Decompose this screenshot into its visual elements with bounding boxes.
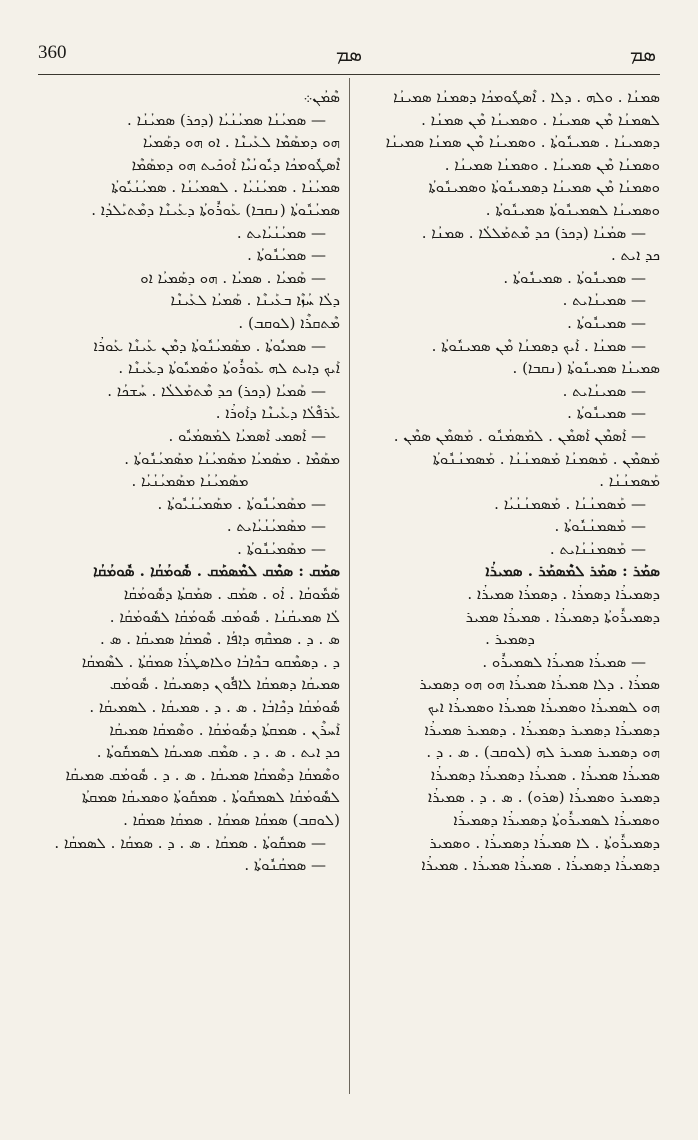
text-line: ܡܣܰܡܶܐ . ܡܣܰܡܝܳܐ ܡܣܰܡܝܳܢܳܐ ܡܣܰܡܝܳܢܽܘܬܳܐ . xyxy=(124,449,340,468)
text-line: — ܣܡܩܽܘܬܳܐ . ܣܡܩܳܐ . ܣ . ܕ . ܣܡܩܳܐ . ܠܣܡܩܳܐ . xyxy=(54,833,326,852)
text-line: ܣܡܪܳܐ . ܕܠܐ ܣܡܝܪܳܐ ܣܡܝܪܳܐ ܗܘ ܗܘ ܕܣܡܝܪ xyxy=(419,675,660,694)
text-line: — ܐܰܣܡܶܢ ܐܰܣܡܶܢ . ܠܡܰܣܡܳܢܽܘ . ܡܰܣܡܶܢ ܣܡܶܢ . xyxy=(393,426,646,445)
text-line: ܣܡܝܳܢܳܐ . ܣܡܝܳܢܳܝܳܐ . ܠܣܡܝܳܢܳܐ . ܣܡܝܳܢܳܝܽܘܬܳܐ xyxy=(111,178,340,197)
text-line: — ܡܰܣܡܢܳܢܳܐܝܬ . xyxy=(549,539,646,558)
entry-headword-line: ܣܡܰܩ : ܣܡܶܩ ܠܡܶܣܡܰܩ . ܣܽܘܡܳܩܳܐ . ܣܽܘܡܳܩܳܐ xyxy=(93,562,340,581)
text-line: ܕܣܡܝܪ ܘܣܡܝܪܳܐ (ܣܪܘ) . ܣ . ܕ . ܣܡܝܪܳܐ xyxy=(427,788,660,807)
text-line: — ܣܡܝܢܳܐܝܬ . xyxy=(562,381,646,400)
text-line: — ܣܡܝܢܽܘܬܳܐ . ܣܡܝܢܽܘܬܳܐ . xyxy=(503,268,646,287)
running-head-center: ܣܡ xyxy=(335,42,363,66)
text-line: ܟܕ ܐܝܬ . xyxy=(611,246,660,265)
text-line: — ܡܣܰܡܝܳܢܽܘܬܳܐ . ܡܣܰܡܝܳܢܳܝܽܘܬܳܐ . xyxy=(157,494,326,513)
text-line: ܣܡܝܢܳܐ ܣܡܝܢܽܘܬܳܐ (ܢܩܒܐ) . xyxy=(512,359,660,378)
text-line: ܕܣܡܝܪܽܘܬܳܐ . ܠܐ ܣܡܝܪܳܐ ܕܣܡܝܪܳܐ . ܘܣܡܝܪ xyxy=(429,833,660,852)
text-line: ܘܣܡܢܳܐ ܡܶܢ ܣܡܝܢܳܐ . ܘܣܡܢܳܐ ܣܡܝܢܳܐ . xyxy=(444,155,660,174)
text-line: ܘܣܶܡܩܳܐ ܕܣܶܡܩܳܐ ܣܡܝܩܳܐ . ܣ . ܕ . ܣܽܘܡܳܩ ܣܡܝܩܳܐ xyxy=(65,765,340,784)
text-line: ܠܣܽܘܡܳܩܳܐ ܠܣܡܩܽܘܬܳܐ . ܣܡܩܽܘܬܳܐ ܘܣܡܝܩܳܐ ܣܡܩܬܳܐ xyxy=(81,788,340,807)
text-line: ܠܳܐ ܣܡܝܩܳܢܳܐ . ܣܽܘܡܳܩ ܣܽܘܡܳܩܳܐ ܠܣܽܘܡܳܩܳܐ . xyxy=(109,607,340,626)
text-line: — ܣܡܝܽܘܬܳܐ . ܡܣܰܡܝܳܢܽܘܬܳܐ ܕܡܶܢ ܥܰܝܢܶܐ ܥܰܘܪܳܐ xyxy=(93,336,326,355)
text-line: ܕܣܡܝܪܳܐ ܕܣܡܪܳܐ . ܕܣܡܪܳܐ ܣܡܝܪܳܐ . xyxy=(467,585,660,604)
text-line: ܘܣܡܢܳܐ ܡܶܢ ܣܡܝܢܳܐ ܕܣܡܝܢܽܘܬܳܐ ܘܣܡܝܢܽܘܬܳܐ xyxy=(428,178,660,197)
text-line: ܕܣܡܝܪܳܐ ܕܣܡܝܪܳܐ . ܣܡܝܪܳܐ ܣܡܝܪܳܐ . ܣܡܝܪܳܐ xyxy=(421,856,660,875)
text-line: ܡܰܣܡܢܳܢܳܐ . xyxy=(599,472,660,491)
text-line: ܣܰܡܽܘܩܳܐ . ܐܳܘ . ܣܡܰܩ . ܣܡܰܩܬܳܐ ܕܣܽܘܡܳܩܳܐ xyxy=(123,585,340,604)
text-line: — ܣܡܳܢܳܐ (ܕܟܪ) ܟܕ ܡܶܬܡܰܠܠܳܐ . ܣܡܢܳܐ . xyxy=(421,223,646,242)
header-rule xyxy=(38,74,660,75)
text-line: ܐܰܝܟ ܕܐܝܬ ܠܗ ܥܰܘܪܽܘܬܳܐ ܘܣܰܡܝܽܘܬܳܐ ܕܥܰܝܢܶܐ . xyxy=(118,359,340,378)
text-line: ܗܘ ܕܣܡܝܪ ܣܡܝܪ ܠܗ (ܠܘܩܒ) . ܣ . ܕ . xyxy=(426,743,660,762)
text-line: ܥܰܪܦܶܠܳܐ ܕܥܰܝܢܶܐ ܕܐܰܘܪܳܐ . xyxy=(215,404,340,423)
text-line: ܣܡܝܳܢܽܘܬܳܐ (ܢܩܒܐ) ܥܰܘܪܽܘܬܳܐ ܕܥܰܝܢܶܐ ܕܡܶܬܝܰܠܕܳܐ . xyxy=(91,200,340,219)
text-line: — ܣܰܡܝܳܐ . ܣܡܝܳܐ . ܗܘ ܕܣܰܡܝܳܐ ܐܘ xyxy=(140,268,326,287)
running-head-right: ܣܡ xyxy=(629,42,656,66)
text-line: — ܣܰܡܝܳܐ (ܕܟܪ) ܟܕ ܡܶܬܡܰܠܠܳܐ . ܚܰܫܟܳܐ . xyxy=(107,381,326,400)
text-line: ܟܕ ܐܝܬ . ܣ . ܕ . ܣܡܶܩ ܣܡܝܩܳܐ ܠܣܡܩܽܘܬܳܐ . xyxy=(96,743,340,762)
text-line: ܡܶܬܩܪܶܐ (ܠܘܩܒ) . xyxy=(238,313,340,332)
text-line: ܕ . ܕܣܡܶܩܘ ܒܟܶܐܒܳܐ ܘܠܐܣܛܪܳܐ ܣܡܩܳܬܳܐ . ܠܣܶܡܩܳܐ xyxy=(81,652,340,671)
text-line: ܣܡܝܪܳܐ ܣܡܝܪܳܐ . ܣܡܝܪܳܐ ܕܣܡܝܪܳܐ ܕܣܡܝܪܳܐ xyxy=(430,765,660,784)
text-line: ܣ . ܕ . ܣܡܩܶܗ ܕܐܦܳܐ . ܣܶܡܩܳܐ ܣܡܝܩܳܐ . ܣ . xyxy=(100,630,340,649)
text-line: — ܣܡܝܳܢܽܘܬܳܐ . xyxy=(247,246,326,265)
text-line: ܐܶܣܛܽܘܡܟܳܐ ܕܝܽܘܢܳܝܶܐ ܐܰܘܟܺܝܬ ܗܘ ܕܡܣܰܡܶܐ xyxy=(131,155,340,174)
text-line: — ܣܡܝܳܢܳܝܳܐܝܬ . xyxy=(236,223,326,242)
running-header xyxy=(38,42,660,70)
text-line: ܣܡܢܳܐ . ܘܠܗ . ܕܠܐ . ܐܶܣܛܽܘܡܟܳܐ ܕܣܡܢܳܐ ܣܡܝܢܳܐ xyxy=(393,88,660,106)
text-line: — ܡܰܣܡܢܳܢܳܐ . ܡܰܣܡܢܳܢܳܝܳܐ . xyxy=(494,494,646,513)
right-column xyxy=(360,86,660,877)
text-line: ܐܰܚܪܶܢ . ܣܡܩܬܳܐ ܕܣܽܘܡܳܩܳܐ . ܘܣܶܡܩܳܐ ܣܡܝܩܳܐ xyxy=(109,720,340,739)
entry-headword-line: ܣܡܰܪ : ܣܡܰܪ ܠܡܶܣܡܰܪ . ܣܡܝܪܳܐ xyxy=(485,562,660,581)
text-line: — ܣܡܩܳܢܽܘܬܳܐ . xyxy=(244,856,326,875)
text-line: ܗܘ ܠܣܡܝܪܳܐ ܘܣܡܝܪܳܐ ܣܡܝܪܳܐ ܘܣܡܝܪܳܐ ܐܝܟ xyxy=(427,698,660,717)
text-line: — ܡܣܰܡܝܳܢܽܘܬܳܐ . xyxy=(237,539,326,558)
text-line: ܣܽܘܡܳܩܳܐ ܕܟܶܐܒܳܐ . ܣ . ܕ . ܣܡܝܩܳܐ . ܠܣܡܝܩܳܐ . xyxy=(89,698,340,717)
text-line: (ܠܘܩܒ) ܣܡܩܳܐ ܣܡܩܳܐ . ܣܡܩܳܐ ܣܡܩܳܐ . xyxy=(123,811,340,829)
text-line: ܘܣܡܝܪܳܐ ܠܣܡܝܪܽܘܬܳܐ ܕܣܡܝܪܳܐ ܕܣܡܝܪܳܐ xyxy=(453,811,660,829)
text-line: — ܣܡܝܪܳܐ ܣܡܝܪܳܐ ܠܣܡܝܪܽܘ . xyxy=(482,652,646,671)
text-line: ܕܠܳܐ ܚܳܙܶܐ ܒܥܰܝܢܶܐ . ܣܰܡܝܳܐ ܠܥܰܝܢܶܐ xyxy=(170,291,340,310)
text-line: ܣܡܝܩܳܐ ܕܣܡܩܳܐ ܠܐܦܽܘܢ ܕܣܡܝܩܳܐ . ܣܽܘܡܳܩ xyxy=(109,675,340,694)
column-divider xyxy=(349,78,350,1094)
left-column xyxy=(40,86,340,877)
text-line: ܕܣܡܝܢܳܐ . ܣܡܝܢܽܘܬܳܐ . ܘܣܡܝܢܳܐ ܡܶܢ ܣܡܢܳܐ ܣܡܝܢܳܐ xyxy=(385,133,660,152)
text-line: ܠܣܡܢܳܐ ܡܶܢ ܣܡܝܢܳܐ . ܘܣܡܝܢܳܐ ܡܶܢ ܣܡܢܳܐ . xyxy=(421,110,660,129)
text-line: ܕܣܡܝܪܽܘܬܳܐ ܕܣܡܝܪܳܐ . ܣܡܝܪܳܐ ܣܡܝܪ xyxy=(465,607,660,626)
text-line: — ܡܰܣܡܢܳܢܽܘܬܳܐ . xyxy=(554,517,646,536)
text-line: — ܐܰܣܡܝ ܐܰܣܡܝܳܐ ܠܡܰܣܡܳܝܽܘ . xyxy=(168,426,326,445)
text-line: ܕܣܡܝܪ . xyxy=(485,630,535,649)
text-line: — ܣܡܢܳܐ . ܐܰܝܟ ܕܣܡܢܳܐ ܡܶܢ ܣܡܝܢܽܘܬܳܐ . xyxy=(431,336,646,355)
text-line: — ܣܡܝܢܳܐܝܬ . xyxy=(562,291,646,310)
text-line: ܕܣܡܝܪܳܐ ܕܣܡܝܪ ܕܣܡܝܪܳܐ . ܕܣܡܝܪ ܣܡܝܪܳܐ xyxy=(424,720,660,739)
text-line: ܡܰܣܡܶܢ . ܡܰܣܡܢܳܐ ܡܰܣܡܢܳܢܳܐ . ܡܰܣܡܢܳܢܽܘܬܳܐ xyxy=(432,449,660,468)
text-line: — ܣܡܝܳܢܳܐ ܣܡܝܳܢܳܝܳܐ (ܕܟܪ) ܣܡܝܳܢܳܐ . xyxy=(127,110,326,129)
text-line: ܗܘ ܕܡܣܰܡܶܐ ܠܥܰܝܢܶܐ . ܐܘ ܗܘ ܕܣܰܡܝܳܐ xyxy=(142,133,340,152)
page-number: 360 xyxy=(38,42,67,63)
text-line: — ܣܡܝܢܽܘܬܳܐ . xyxy=(567,313,646,332)
text-line: ܘܣܡܝܢܳܐ ܠܣܡܝܢܽܘܬܳܐ ܣܡܝܢܽܘܬܳܐ . xyxy=(485,200,660,219)
text-line: — ܣܡܝܢܽܘܬܳܐ . xyxy=(567,404,646,423)
text-line: ܣܶܡܳܢ܀ xyxy=(303,88,340,106)
text-line: ܡܣܰܡܝܳܢܳܐ ܡܣܰܡܝܳܢܳܝܳܐ . xyxy=(131,472,249,491)
text-line: — ܡܣܰܡܝܳܢܳܝܳܐܝܬ . xyxy=(226,517,326,536)
